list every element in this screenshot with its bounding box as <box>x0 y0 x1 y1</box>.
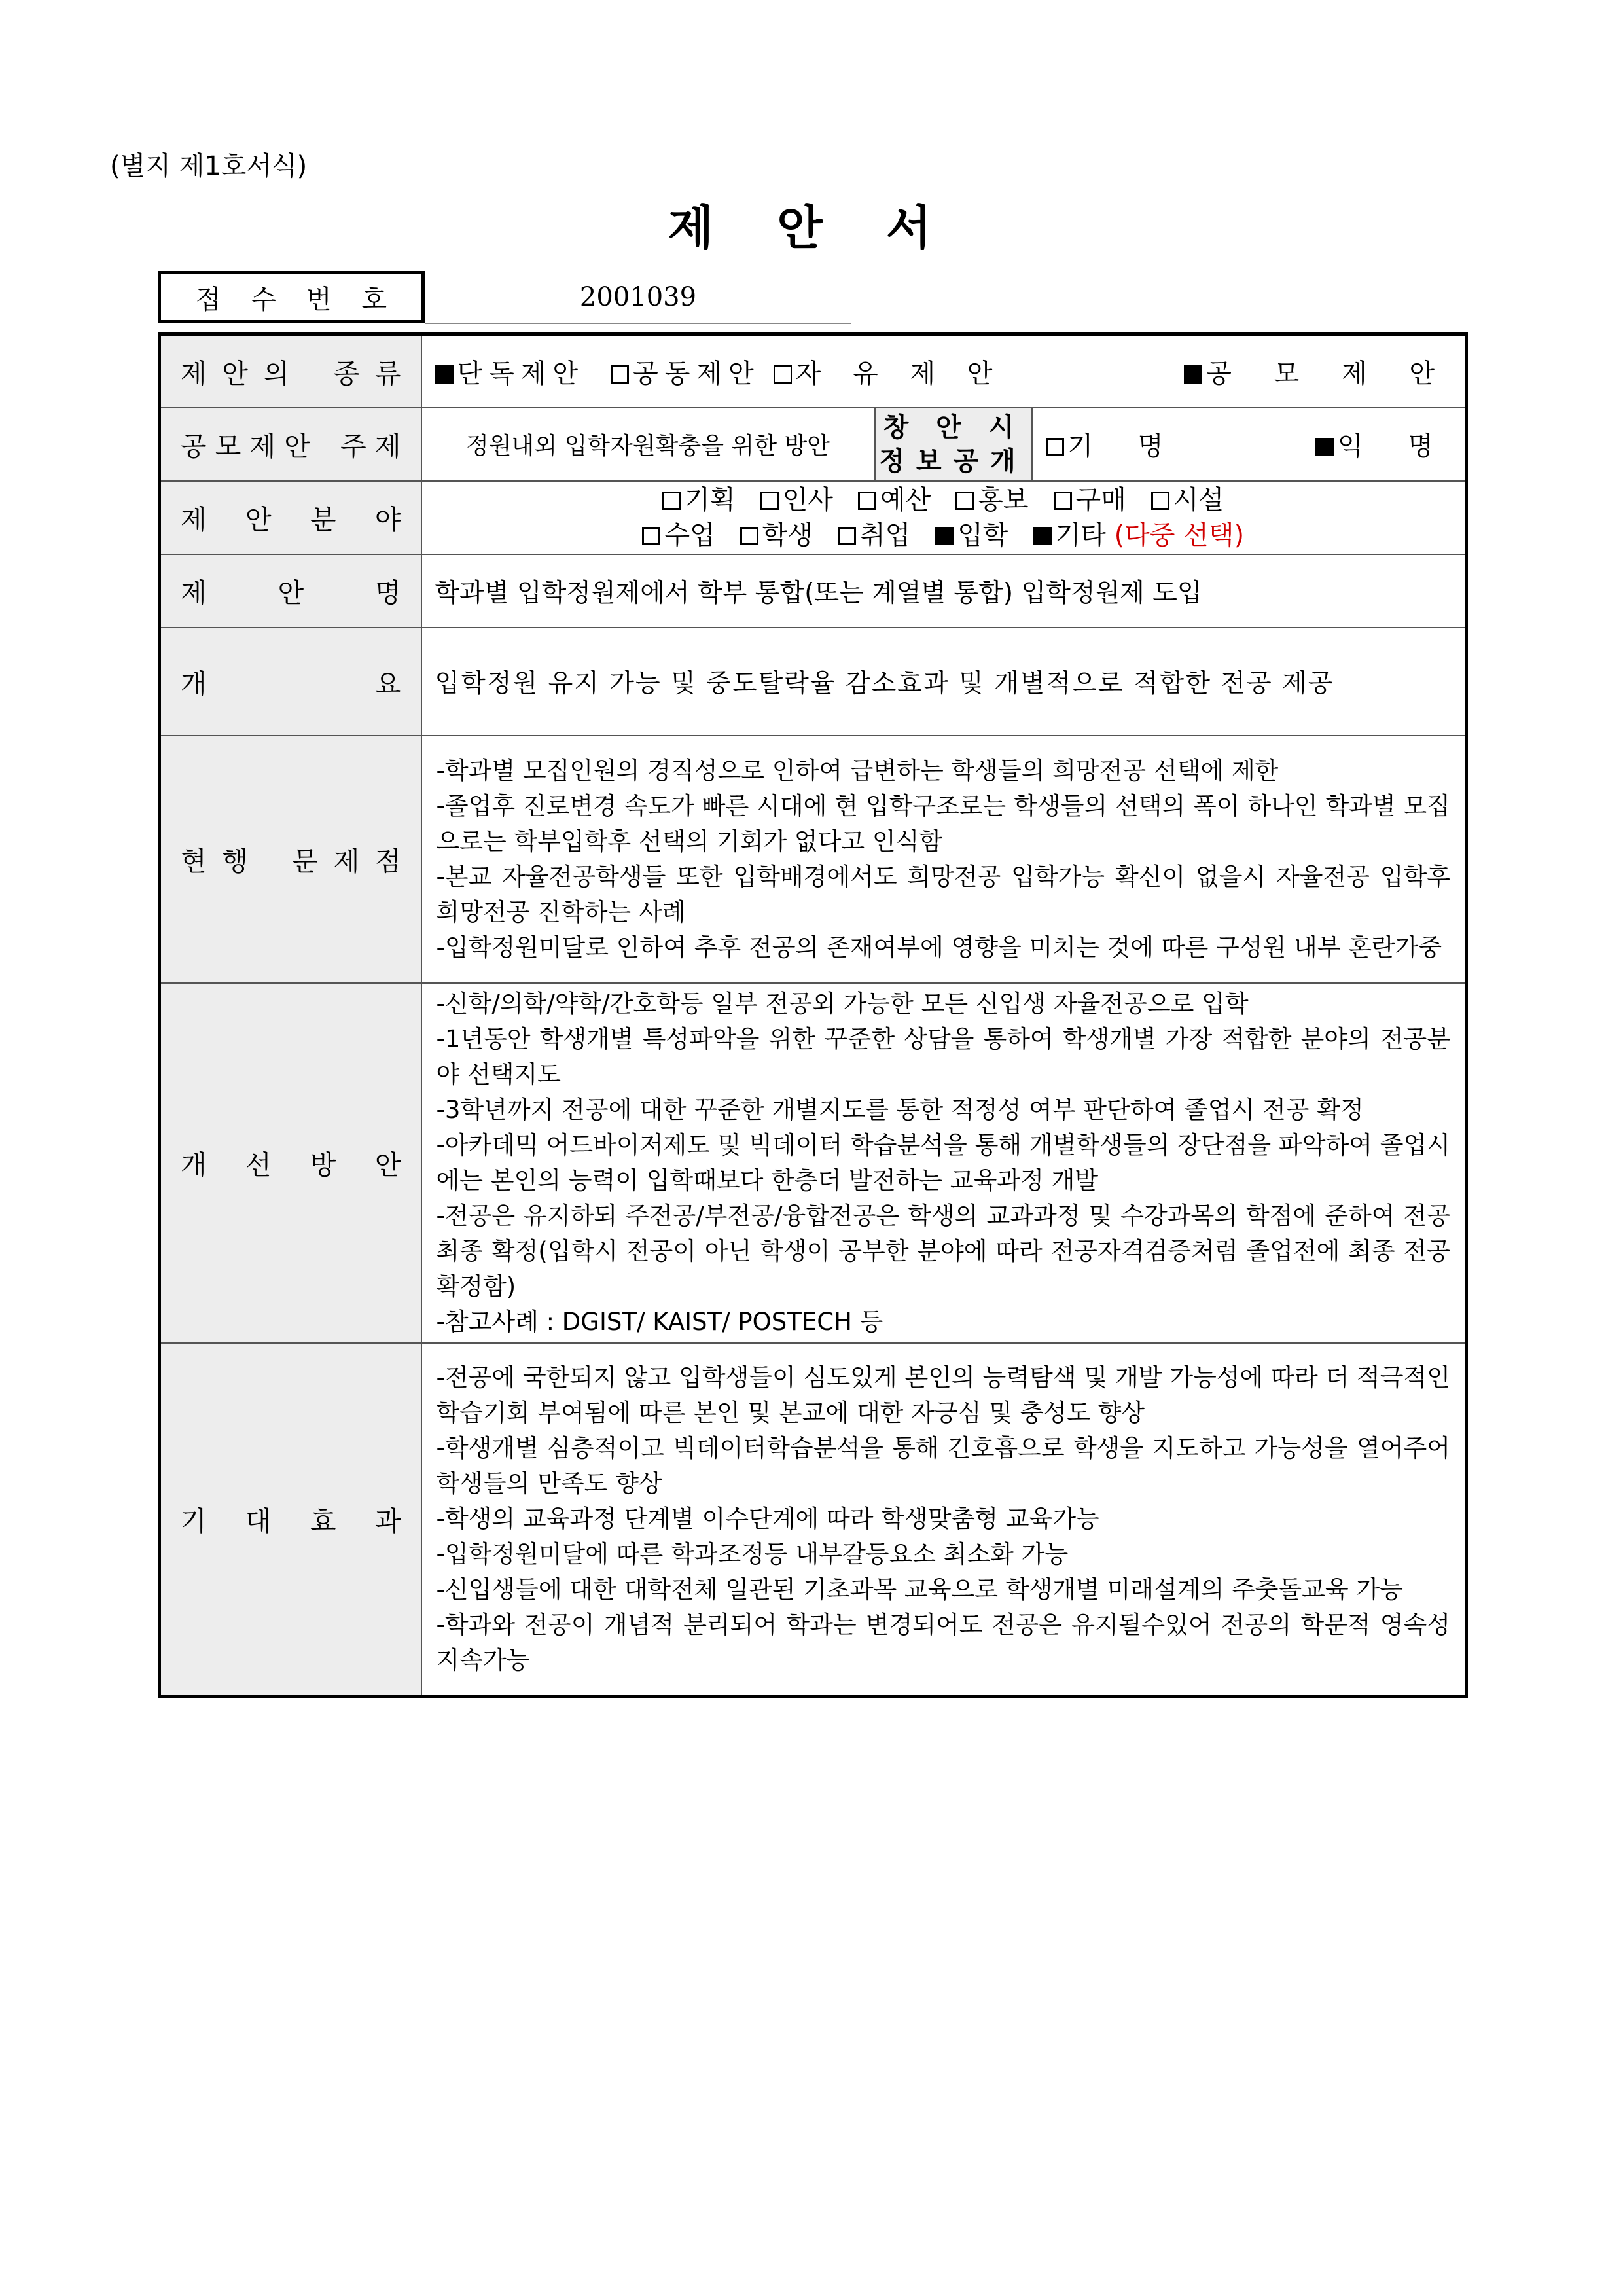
contest-topic-row <box>160 408 1467 481</box>
field-option-class[interactable]: 수업 <box>642 518 715 553</box>
proposal-name-label: 제 안 명 <box>160 554 421 628</box>
effects-row <box>160 1343 1467 1696</box>
option-free[interactable]: 자 유 제 안 <box>774 353 1005 390</box>
proposal-field-row <box>160 481 1467 554</box>
checkbox-empty-icon[interactable] <box>955 492 974 510</box>
option-named[interactable]: 기 명 <box>1046 425 1182 463</box>
problem-item: -본교 자율전공학생들 또한 입학배경에서도 희망전공 입학가능 확신이 없을시 자율전공 입학후 희망전공 진학하는 사례 <box>436 862 1450 926</box>
option-contest[interactable]: 공 모 제 안 <box>1184 353 1452 390</box>
field-option-admission[interactable]: 입학 <box>935 518 1008 553</box>
problem-item: -입학정원미달로 인하여 추후 전공의 존재여부에 영향을 미치는 것에 따른 구성원 내부 혼란가중 <box>436 933 1442 961</box>
option-anonymous[interactable]: 익 명 <box>1315 425 1452 463</box>
proposal-type-label: 제 안 의 종 류 <box>160 334 421 408</box>
problems-content <box>421 736 1467 983</box>
checkbox-checked-icon[interactable] <box>1315 438 1334 456</box>
improvement-item: -신학/의학/약학/간호학등 일부 전공외 가능한 모든 신입생 자율전공으로 입학 <box>436 989 1249 1018</box>
receipt-number-value: 2001039 <box>579 282 697 312</box>
summary-row <box>160 628 1467 736</box>
proposal-type-options <box>421 334 1467 408</box>
proposal-type-row <box>160 334 1467 408</box>
field-option-personnel[interactable]: 인사 <box>760 482 833 518</box>
improvements-content <box>421 983 1467 1343</box>
checkbox-checked-icon[interactable] <box>1033 527 1052 545</box>
field-option-student[interactable]: 학생 <box>740 518 813 553</box>
proposal-field-options <box>421 481 1467 554</box>
effect-item: -신입생들에 대한 대학전체 일관된 기초과목 교육으로 학생개별 미래설계의 주춧돌교육 가능 <box>436 1575 1403 1604</box>
form-number-label: (별지 제1호서식) <box>110 151 308 181</box>
checkbox-checked-icon[interactable] <box>935 527 954 545</box>
effects-content <box>421 1343 1467 1696</box>
receipt-underline <box>425 323 851 324</box>
improvements-label: 개 선 방 안 <box>160 983 421 1343</box>
field-option-purchase[interactable]: 구매 <box>1054 482 1126 518</box>
problem-item: -졸업후 진로변경 속도가 빠른 시대에 현 입학구조로는 학생들의 선택의 폭이 하나인 학과별 모집으로는 학부입학후 선택의 기회가 없다고 인식함 <box>436 791 1450 855</box>
effect-item: -입학정원미달에 따른 학과조정등 내부갈등요소 최소화 가능 <box>436 1539 1069 1568</box>
effect-item: -학생의 교육과정 단계별 이수단계에 따라 학생맞춤형 교육가능 <box>436 1504 1099 1533</box>
effect-item: -전공에 국한되지 않고 입학생들이 심도있게 본인의 능력탐색 및 개발 가능성에 따라 더 적극적인 학습기회 부여됨에 따른 본인 및 본교에 대한 자긍심 및 충성도 향상 <box>436 1363 1450 1427</box>
improvement-item: -3학년까지 전공에 대한 꾸준한 개별지도를 통한 적정성 여부 판단하여 졸업시 전공 확정 <box>436 1095 1364 1124</box>
problems-label: 현 행 문 제 점 <box>160 736 421 983</box>
effect-item: -학생개별 심층적이고 빅데이터학습분석을 통해 긴호흡으로 학생을 지도하고 가능성을 열어주어 학생들의 만족도 향상 <box>436 1433 1450 1498</box>
field-option-planning[interactable]: 기획 <box>662 482 735 518</box>
improvement-item: -1년동안 학생개별 특성파악을 위한 꾸준한 상담을 통하여 학생개별 가장 적합한 분야의 전공분야 선택지도 <box>436 1024 1450 1088</box>
summary-value: 입학정원 유지 가능 및 중도탈락율 감소효과 및 개별적으로 적합한 전공 제공 <box>421 628 1467 736</box>
effect-item: -학과와 전공이 개념적 분리되어 학과는 변경되어도 전공은 유지될수있어 전공의 학문적 영속성 지속가능 <box>436 1610 1450 1674</box>
improvements-row <box>160 983 1467 1343</box>
checkbox-empty-icon[interactable] <box>740 527 758 545</box>
checkbox-empty-icon[interactable] <box>774 365 792 384</box>
effects-label: 기 대 효 과 <box>160 1343 421 1696</box>
checkbox-checked-icon[interactable] <box>435 365 454 384</box>
option-single[interactable]: 단독제안 <box>435 353 585 390</box>
field-option-budget[interactable]: 예산 <box>858 482 931 518</box>
checkbox-empty-icon[interactable] <box>1046 438 1064 456</box>
field-option-other[interactable]: 기타 (다중 선택) <box>1033 518 1245 553</box>
summary-label: 개 요 <box>160 628 421 736</box>
checkbox-empty-icon[interactable] <box>1054 492 1072 510</box>
contest-topic-label: 공 모 제 안 주 제 <box>160 408 421 481</box>
contest-topic-value: 정원내외 입학자원확충을 위한 방안 <box>421 408 875 481</box>
problems-row <box>160 736 1467 983</box>
checkbox-empty-icon[interactable] <box>642 527 660 545</box>
problem-item: -학과별 모집인원의 경직성으로 인하여 급변하는 학생들의 희망전공 선택에 제한 <box>436 756 1279 785</box>
checkbox-checked-icon[interactable] <box>1184 365 1202 384</box>
proposal-form-table <box>158 332 1468 1698</box>
field-option-employment[interactable]: 취업 <box>838 518 910 553</box>
field-option-pr[interactable]: 홍보 <box>955 482 1028 518</box>
checkbox-empty-icon[interactable] <box>760 492 779 510</box>
proposal-field-label: 제 안 분 야 <box>160 481 421 554</box>
receipt-number-label: 접 수 번 호 <box>158 271 425 323</box>
multi-select-note: (다중 선택) <box>1114 520 1245 550</box>
checkbox-empty-icon[interactable] <box>838 527 856 545</box>
field-option-facility[interactable]: 시설 <box>1151 482 1224 518</box>
proposal-name-row <box>160 554 1467 628</box>
document-title: 제 안 서 <box>668 200 955 255</box>
disclosure-options <box>1032 408 1467 481</box>
checkbox-empty-icon[interactable] <box>662 492 681 510</box>
proposal-name-value: 학과별 입학정원제에서 학부 통합(또는 계열별 통합) 입학정원제 도입 <box>421 554 1467 628</box>
option-joint[interactable]: 공동제안 <box>611 353 760 390</box>
improvement-item: -참고사례 : DGIST/ KAIST/ POSTECH 등 <box>436 1307 883 1336</box>
improvement-item: -전공은 유지하되 주전공/부전공/융합전공은 학생의 교과과정 및 수강과목의 학점에 준하여 전공 최종 확정(입학시 전공이 아닌 학생이 공부한 분야에 따라 전공자격검증처럼 졸업전에 최종 전공확정함) <box>436 1201 1450 1300</box>
checkbox-empty-icon[interactable] <box>611 365 629 384</box>
improvement-item: -아카데믹 어드바이저제도 및 빅데이터 학습분석을 통해 개별학생들의 장단점을 파악하여 졸업시에는 본인의 능력이 입학때보다 한층더 발전하는 교육과정 개발 <box>436 1130 1450 1194</box>
checkbox-empty-icon[interactable] <box>858 492 876 510</box>
disclosure-label: 창 안 시 정보공개 <box>875 408 1032 481</box>
checkbox-empty-icon[interactable] <box>1151 492 1169 510</box>
